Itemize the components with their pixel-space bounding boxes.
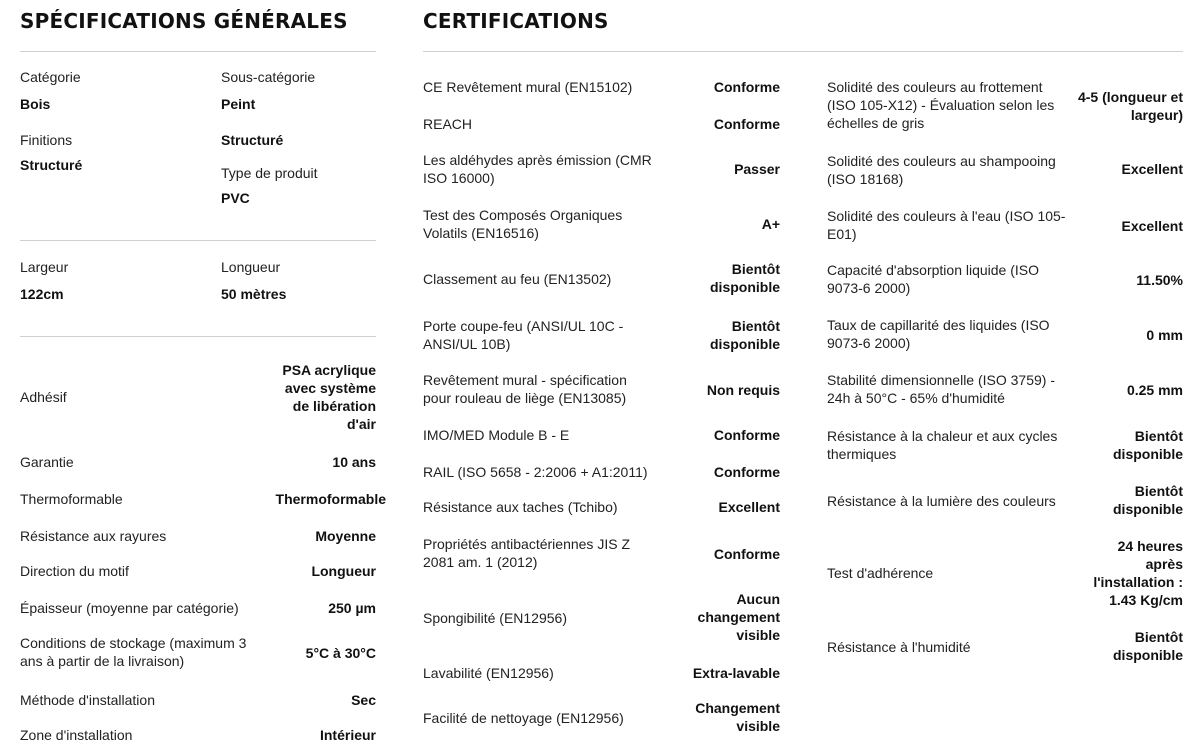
cert-label: Spongibilité (EN12956) <box>423 610 567 626</box>
cert-label: Résistance à la chaleur et aux cycles thermiques <box>827 428 1058 462</box>
spec-value: 10 ans <box>332 454 376 470</box>
cert-value: A+ <box>761 216 780 232</box>
spec-value: Longueur <box>311 563 376 579</box>
product-type-label: Type de produit <box>221 165 318 181</box>
spec-label: Conditions de stockage (maximum 3 ans à partir de la livraison) <box>20 635 247 669</box>
cert-label: REACH <box>423 116 473 132</box>
spec-label: Direction du motif <box>20 563 129 579</box>
spec-label: Adhésif <box>20 389 67 405</box>
cert-label: Taux de capillarité des liquides (ISO 9073-6 2000) <box>827 317 1050 351</box>
subcategory-label: Sous-catégorie <box>221 69 316 85</box>
spec-value: 5°C à 30°C <box>305 645 376 661</box>
spec-value: Thermoformable <box>275 491 386 507</box>
cert-label: RAIL (ISO 5658 - 2:2006 + A1:2011) <box>423 464 648 480</box>
cert-label: CE Revêtement mural (EN15102) <box>423 79 633 95</box>
spec-value: Moyenne <box>315 528 376 544</box>
cert-label: Résistance à l'humidité <box>827 639 971 655</box>
cert-label: Résistance aux taches (Tchibo) <box>423 499 618 515</box>
subcategory-value: Peint <box>221 96 256 112</box>
divider <box>20 51 376 52</box>
spec-value: Sec <box>351 692 376 708</box>
cert-value: 0.25 mm <box>1126 382 1183 398</box>
cert-label: IMO/MED Module B - E <box>423 427 570 443</box>
cert-value: Excellent <box>1121 161 1183 177</box>
cert-value: Bientôt disponible <box>710 261 780 295</box>
cert-label: Facilité de nettoyage (EN12956) <box>423 710 624 726</box>
cert-label: Classement au feu (EN13502) <box>423 271 612 287</box>
cert-value: Conforme <box>713 116 780 132</box>
cert-value: Conforme <box>713 546 780 562</box>
finishes-value-right: Structuré <box>221 132 284 148</box>
cert-label: Lavabilité (EN12956) <box>423 665 554 681</box>
spec-label: Méthode d'installation <box>20 692 155 708</box>
cert-value: 0 mm <box>1146 327 1183 343</box>
certifications-title: CERTIFICATIONS <box>423 9 609 33</box>
spec-label: Épaisseur (moyenne par catégorie) <box>20 600 239 616</box>
cert-value: 4-5 (longueur et largeur) <box>1077 89 1183 123</box>
cert-value: Bientôt disponible <box>1113 629 1183 663</box>
spec-label: Thermoformable <box>20 491 123 507</box>
cert-value: Bientôt disponible <box>1113 428 1183 462</box>
category-label: Catégorie <box>20 69 81 85</box>
cert-label: Solidité des couleurs au frottement (ISO 105-X12) - Évaluation selon les échelles de gris <box>827 79 1055 131</box>
width-value: 122cm <box>20 286 64 302</box>
spec-label: Zone d'installation <box>20 727 133 743</box>
cert-label: Les aldéhydes après émission (CMR ISO 16000) <box>423 152 652 186</box>
cert-label: Stabilité dimensionnelle (ISO 3759) - 24h à 50°C - 65% d'humidité <box>827 372 1056 406</box>
cert-value: Conforme <box>713 79 780 95</box>
cert-label: Test des Composés Organiques Volatils (EN16516) <box>423 207 623 241</box>
length-value: 50 mètres <box>221 286 287 302</box>
divider <box>20 240 376 241</box>
divider <box>20 336 376 337</box>
cert-label: Solidité des couleurs à l'eau (ISO 105-E01) <box>827 208 1066 242</box>
cert-value: Excellent <box>718 499 780 515</box>
cert-label: Résistance à la lumière des couleurs <box>827 493 1056 509</box>
finishes-value: Structuré <box>20 157 83 173</box>
category-value: Bois <box>20 96 51 112</box>
general-specs-title: SPÉCIFICATIONS GÉNÉRALES <box>20 9 348 33</box>
finishes-label: Finitions <box>20 132 73 148</box>
cert-value: Passer <box>734 161 780 177</box>
divider <box>423 51 1183 52</box>
cert-value: Bientôt disponible <box>1113 483 1183 517</box>
cert-value: Conforme <box>713 464 780 480</box>
cert-value: Conforme <box>713 427 780 443</box>
width-label: Largeur <box>20 259 69 275</box>
cert-label: Capacité d'absorption liquide (ISO 9073-6 2000) <box>827 262 1040 296</box>
cert-value: Non requis <box>706 382 780 398</box>
cert-value: 24 heures après l'installation : 1.43 Kg/cm <box>1093 538 1183 608</box>
cert-label: Propriétés antibactériennes JIS Z 2081 am. 1 (2012) <box>423 536 630 570</box>
product-type-value: PVC <box>221 190 250 206</box>
spec-value: 250 µm <box>328 600 376 616</box>
cert-value: Excellent <box>1121 218 1183 234</box>
cert-value: Aucun changement visible <box>697 591 780 643</box>
spec-label: Garantie <box>20 454 74 470</box>
cert-value: 11.50% <box>1136 272 1183 288</box>
cert-label: Revêtement mural - spécification pour rouleau de liège (EN13085) <box>423 372 627 406</box>
cert-value: Bientôt disponible <box>710 318 780 352</box>
spec-value: Intérieur <box>319 727 376 743</box>
spec-value: PSA acrylique avec système de libération d'air <box>282 362 376 432</box>
length-label: Longueur <box>221 259 281 275</box>
cert-value: Extra-lavable <box>692 665 780 681</box>
cert-label: Solidité des couleurs au shampooing (ISO 18168) <box>827 153 1056 187</box>
cert-label: Test d'adhérence <box>827 565 934 581</box>
cert-label: Porte coupe-feu (ANSI/UL 10C - ANSI/UL 10B) <box>423 318 624 352</box>
spec-label: Résistance aux rayures <box>20 528 167 544</box>
cert-value: Changement visible <box>695 700 780 734</box>
